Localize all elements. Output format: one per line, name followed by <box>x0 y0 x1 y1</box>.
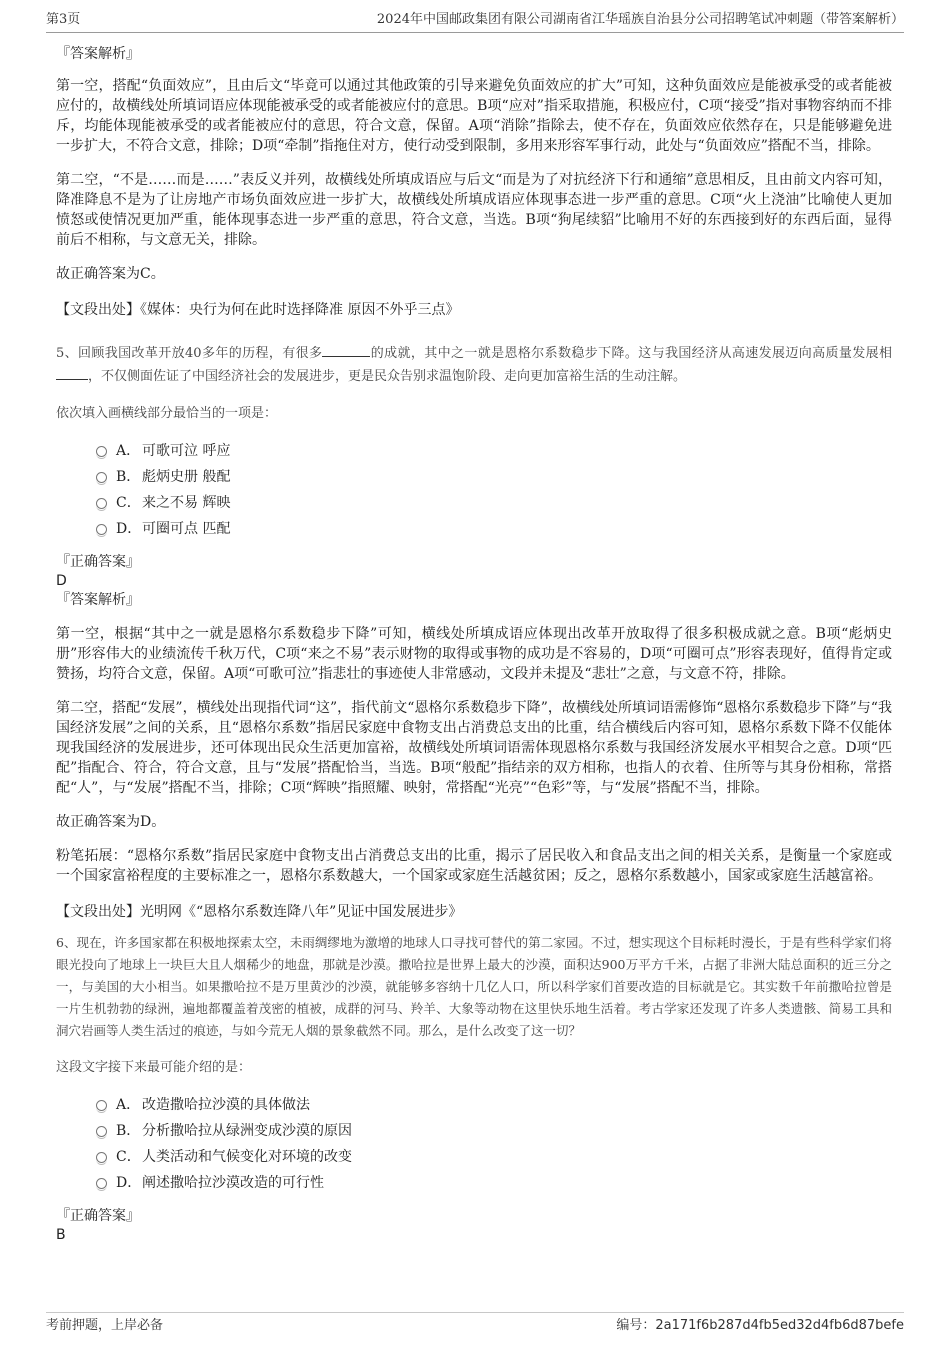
option-b[interactable]: B． 分析撒哈拉从绿洲变成沙漠的原因 <box>96 1118 892 1144</box>
analysis-paragraph: 第一空，根据“其中之一就是恩格尔系数稳步下降”可知，横线处所填成语应体现出改革开放取得了很多积极成就之意。B项“彪炳史册”形容伟大的业绩流传千秋万代，C项“来之不易”表示财物的取得或事物的成功是不容易的，D项“可圈可点”形容表现好，值得肯定或赞扬，均符合文意，保留。A项“可歌可泣”指悲壮的事迹使人非常感动，文段并未提及“悲壮”之意，与文意不符，排除。 <box>56 626 892 682</box>
option-text: 人类活动和气候变化对环境的改变 <box>142 1149 352 1165</box>
conclusion-text: 故正确答案为C。 <box>56 266 165 282</box>
analysis-paragraph: 第一空，搭配“负面效应”，且由后文“毕竟可以通过其他政策的引导来避免负面效应的扩大”可知，这种负面效应是能被承受的或者能被应付的，故横线处所填词语应体现能被承受的或者能被应付的意思。B项“应对”指采取措施，积极应付，C项“接受”指对事物容纳而不排斥，均能体现能被承受的或者能被应付的意思，符合文意，保留。A项“消除”指除去，使不存在，负面效应依然存在，只是能够避免进一步扩大，不符合文意，排除；D项“牵制”指拖住对方，使行动受到限制，多用来形容军事行动，此处与“负面效应”搭配不当，排除。 <box>56 78 892 154</box>
option-b[interactable]: B． 彪炳史册 般配 <box>96 464 892 490</box>
option-text: 改造撒哈拉沙漠的具体做法 <box>142 1097 310 1113</box>
conclusion-text: 故正确答案为D。 <box>56 814 166 830</box>
analysis-label: 『答案解析』 <box>56 592 140 608</box>
fill-blank-2 <box>56 365 88 380</box>
source-citation: 【文段出处】光明网《“恩格尔系数连降八年”见证中国发展进步》 <box>56 904 463 920</box>
answer-options <box>96 438 892 542</box>
option-text: 分析撒哈拉从绿洲变成沙漠的原因 <box>142 1123 352 1139</box>
radio-button-icon[interactable] <box>96 1100 107 1111</box>
page-number: 第3页 <box>46 12 81 27</box>
option-a[interactable]: A． 改造撒哈拉沙漠的具体做法 <box>96 1092 892 1118</box>
option-text: 阐述撒哈拉沙漠改造的可行性 <box>142 1175 324 1191</box>
option-c[interactable]: C．人类活动和气候变化对环境的改变 <box>96 1144 892 1170</box>
radio-button-icon[interactable] <box>96 1152 107 1163</box>
question-prompt: 这段文字接下来最可能介绍的是： <box>56 1060 252 1075</box>
page-header <box>46 10 904 33</box>
code-value: 2a171f6b287d4fb5ed32d4fb6d87befe <box>655 1318 904 1333</box>
extension-note: 粉笔拓展：“恩格尔系数”指居民家庭中食物支出占消费总支出的比重，揭示了居民收入和食品支出之间的相关关系，是衡量一个家庭或一个国家富裕程度的主要标准之一，恩格尔系数越大，一个国家或家庭生活越贫困；反之，恩格尔系数越小，国家或家庭生活越富裕。 <box>56 848 892 884</box>
option-text: 可歌可泣 呼应 <box>142 443 231 459</box>
fill-blank-1 <box>322 342 370 357</box>
analysis-label: 『答案解析』 <box>56 46 140 62</box>
answer-options <box>96 1092 892 1196</box>
option-text: 彪炳史册 般配 <box>142 469 231 485</box>
radio-button-icon[interactable] <box>96 524 107 535</box>
option-text: 可圈可点 匹配 <box>142 521 231 537</box>
option-d[interactable]: D．可圈可点 匹配 <box>96 516 892 542</box>
correct-answer <box>56 1206 892 1244</box>
question-text <box>56 342 892 388</box>
question-prompt: 依次填入画横线部分最恰当的一项是： <box>56 406 278 421</box>
analysis-paragraph: 第二空，“不是……而是……”表反义并列，故横线处所填成语应与后文“而是为了对抗经济下行和通缩”意思相反，且由前文内容可知，降准降息不是为了让房地产市场负面效应进一步扩大，故横线处所填成语应体现事态进一步严重的意思。C项“火上浇油”比喻使人更加愤怒或使情况更加严重，能体现事态进一步严重的意思，符合文意，当选。B项“狗尾续貂”比喻用不好的东西接到好的东西后面，显得前后不相称，与文意无关，排除。 <box>56 172 892 248</box>
answer-label: 『正确答案』 <box>56 1208 140 1224</box>
option-text: 来之不易 辉映 <box>142 495 231 511</box>
analysis-paragraph: 第二空，搭配“发展”，横线处出现指代词“这”，指代前文“恩格尔系数稳步下降”，故横线处所填词语需修饰“恩格尔系数稳步下降”与“我国经济发展”之间的关系，且“恩格尔系数”指居民家庭中食物支出占消费总支出的比重，结合横线后内容可知，恩格尔系数下降不仅能体现我国经济的发展进步，还可体现出民众生活更加富裕，故横线处所填词语需体现恩格尔系数与我国经济发展水平相契合之意。D项“匹配”指配合、符合，符合文意，且与“发展”搭配恰当，当选。B项“般配”指结亲的双方相称，也指人的衣着、住所等与其身份相称，常搭配“人”，与“发展”搭配不当，排除；C项“辉映”指照耀、映射，常搭配“光亮”“色彩”等，与“发展”搭配不当，排除。 <box>56 700 892 796</box>
document-code <box>616 1316 904 1336</box>
option-c[interactable]: C．来之不易 辉映 <box>96 490 892 516</box>
question-text: 6、现在，许多国家都在积极地探索太空，未雨绸缪地为激增的地球人口寻找可替代的第二家园。不过，想实现这个目标耗时漫长，于是有些科学家们将眼光投向了地球上一块巨大且人烟稀少的地盘，那就是沙漠。撒哈拉是世界上最大的沙漠，面积达900万平方千米，占据了非洲大陆总面积的近三分之一，与美国的大小相当。如果撒哈拉不是万里黄沙的沙漠，就能够多容纳十几亿人口，所以科学家们首要改造的目标就是它。其实数千年前撒哈拉曾是一片生机勃勃的绿洲，遍地都覆盖着茂密的植被，成群的河马、羚羊、大象等动物在这里快乐地生活着。考古学家还发现了许多人类遗骸、简易工具和洞穴岩画等人类生活过的痕迹，与如今荒无人烟的景象截然不同。那么，是什么改变了这一切？ <box>56 935 892 1038</box>
question-text-part: 5、回顾我国改革开放40多年的历程，有很多 <box>56 346 323 361</box>
radio-button-icon[interactable] <box>96 446 107 457</box>
answer-value: D <box>56 573 67 589</box>
document-title: 2024年中国邮政集团有限公司湖南省江华瑶族自治县分公司招聘笔试冲刺题（带答案解析） <box>376 12 904 27</box>
source-citation: 【文段出处】《媒体：央行为何在此时选择降准 原因不外乎三点》 <box>56 302 460 318</box>
option-a[interactable]: A． 可歌可泣 呼应 <box>96 438 892 464</box>
question-text-part: ，不仅侧面佐证了中国经济社会的发展进步，更是民众告别求温饱阶段、走向更加富裕生活的生动注解。 <box>88 369 687 384</box>
document-body <box>56 44 892 1244</box>
radio-button-icon[interactable] <box>96 1178 107 1189</box>
question-5 <box>56 342 892 922</box>
radio-button-icon[interactable] <box>96 1126 107 1137</box>
answer-label: 『正确答案』 <box>56 554 140 570</box>
question-text-part: 的成就，其中之一就是恩格尔系数稳步下降。这与我国经济从高速发展迈向高质量发展相 <box>370 346 892 361</box>
code-label: 编号： <box>616 1318 656 1333</box>
option-d[interactable]: D．阐述撒哈拉沙漠改造的可行性 <box>96 1170 892 1196</box>
footer-motto: 考前押题，上岸必备 <box>46 1318 164 1333</box>
q4-analysis-section <box>56 44 892 320</box>
page-footer <box>46 1312 904 1339</box>
radio-button-icon[interactable] <box>96 472 107 483</box>
radio-button-icon[interactable] <box>96 498 107 509</box>
answer-value: B <box>56 1227 66 1243</box>
correct-answer <box>56 552 892 610</box>
question-6 <box>56 932 892 1244</box>
